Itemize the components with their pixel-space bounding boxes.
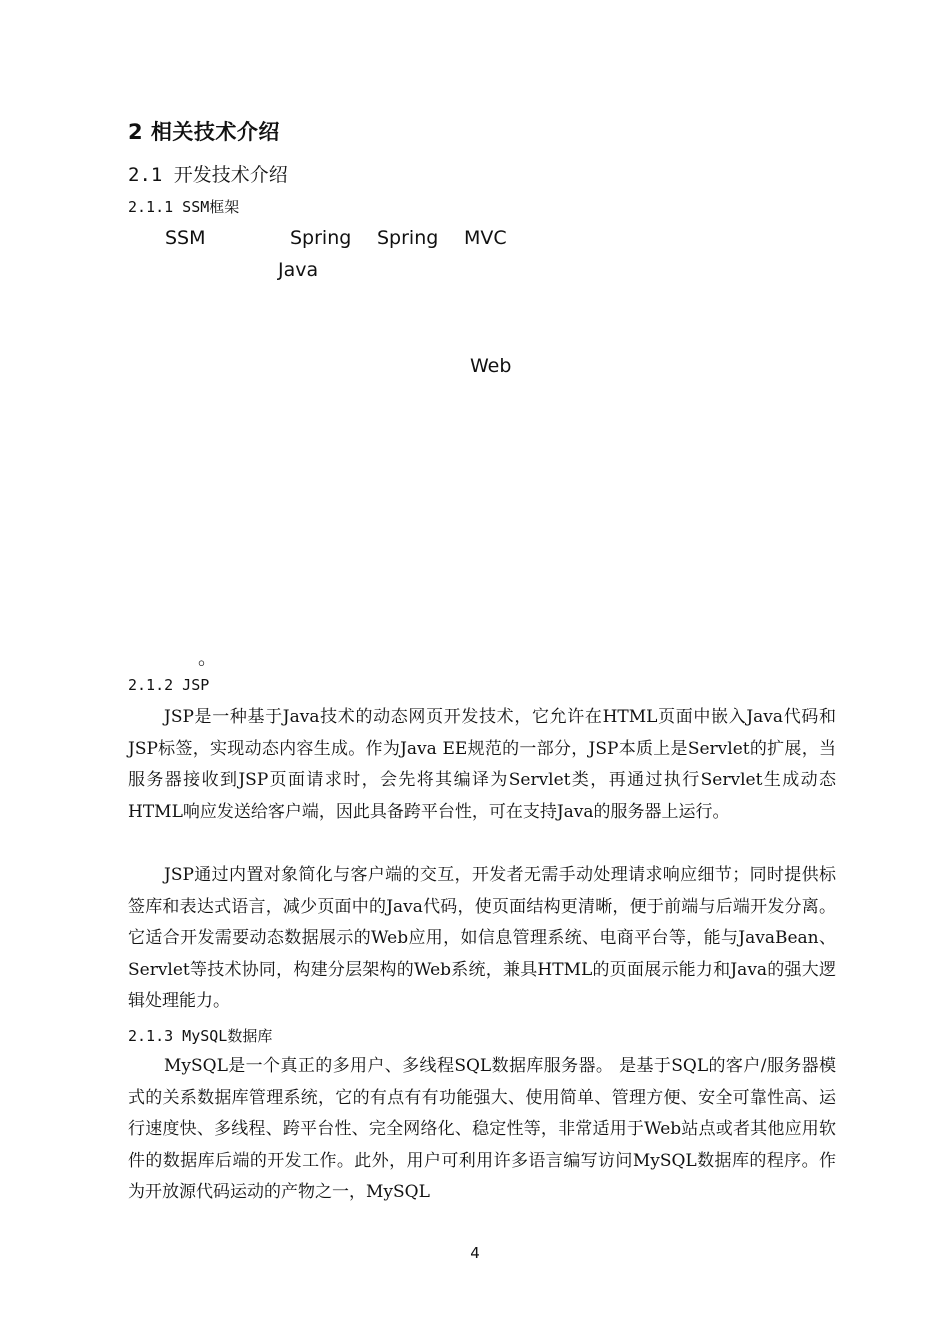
mysql-heading: 2.1.3 MySQL数据库 — [128, 1027, 273, 1045]
section-heading: 2 相关技术介绍 — [128, 120, 280, 144]
web-fragment: Web — [470, 355, 512, 377]
jsp-heading: 2.1.2 JSP — [128, 676, 210, 694]
java-fragment: Java — [278, 259, 319, 281]
ssm-fragment: SSM — [165, 227, 206, 249]
ssm-heading: 2.1.1 SSM框架 — [128, 198, 240, 216]
mysql-paragraph-1: MySQL是一个真正的多用户、多线程SQL数据库服务器。 是基于SQL的客户/服务器模式的关系数据库管理系统，它的有点有有功能强大、使用简单、管理方便、安全可靠性高、运行速度快、多线程、跨平台性、完全网络化、稳定性等，非常适用于Web站点或者其他应用软件的数据库后端的开发工作。此外，用户可利用许多语言编写访问MySQL数据库的程序。作为开放源代码运动的产物之一，MySQL — [128, 1056, 836, 1202]
page-number: 4 — [470, 1244, 480, 1262]
period-fragment: 。 — [198, 647, 218, 669]
jsp-paragraph-2: JSP通过内置对象简化与客户端的交互，开发者无需手动处理请求响应细节；同时提供标签库和表达式语言，减少页面中的Java代码，使页面结构更清晰，便于前端与后端开发分离。它适合开发需要动态数据展示的Web应用，如信息管理系统、电商平台等，能与JavaBean、Servlet等技术协同，构建分层架构的Web系统，兼具HTML的页面展示能力和Java的强大逻辑处理能力。 — [128, 865, 836, 1011]
spring-fragment: Spring — [290, 227, 352, 249]
spring-mvc-fragment-a: Spring — [377, 227, 439, 249]
jsp-paragraph-1: JSP是一种基于Java技术的动态网页开发技术，它允许在HTML页面中嵌入Java代码和JSP标签，实现动态内容生成。作为Java EE规范的一部分，JSP本质上是Servlet的扩展，当服务器接收到JSP页面请求时，会先将其编译为Servlet类，再通过执行Servlet生成动态HTML响应发送给客户端，因此具备跨平台性，可在支持Java的服务器上运行。 — [128, 707, 836, 822]
subsection-heading: 2.1 开发技术介绍 — [128, 164, 288, 186]
spring-mvc-fragment-b: MVC — [464, 227, 507, 249]
